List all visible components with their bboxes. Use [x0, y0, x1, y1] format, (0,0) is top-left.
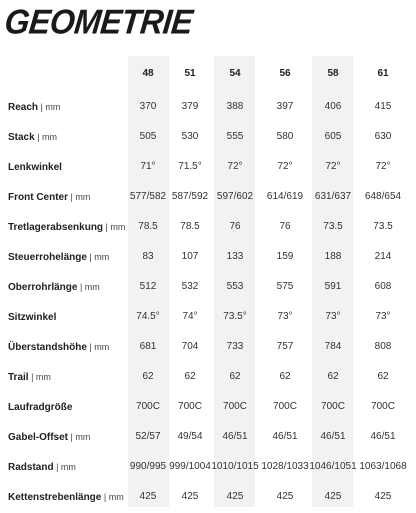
table-cell: 700C: [371, 401, 395, 412]
measurement-name: Laufradgröße: [8, 402, 73, 413]
measurement-unit: | mm: [86, 252, 110, 262]
table-cell: 704: [181, 341, 199, 352]
table-cell: 73°: [277, 311, 293, 322]
row-label: [8, 482, 124, 512]
table-cell: 46/51: [370, 431, 396, 442]
table-cell: 700C: [321, 401, 345, 412]
table-cell: 388: [226, 101, 244, 112]
row-label: [8, 332, 109, 362]
row-label: [8, 392, 72, 422]
measurement-unit: | mm: [86, 342, 110, 352]
table-cell: 532: [181, 281, 199, 292]
table-cell: 46/51: [320, 431, 346, 442]
table-cell: 700C: [136, 401, 160, 412]
table-row: [0, 92, 416, 122]
table-cell: 46/51: [222, 431, 248, 442]
table-cell: 587/592: [171, 191, 209, 202]
table-cell: 415: [374, 101, 392, 112]
table-cell: 630: [374, 131, 392, 142]
table-cell: 784: [324, 341, 342, 352]
table-cell: 990/995: [129, 461, 167, 472]
table-cell: 425: [374, 491, 392, 502]
table-row: [0, 152, 416, 182]
table-cell: 76: [229, 221, 241, 232]
table-cell: 608: [374, 281, 392, 292]
table-cell: 1046/1051: [309, 461, 357, 472]
table-cell: 700C: [178, 401, 202, 412]
table-cell: 73.5: [373, 221, 393, 232]
table-cell: 530: [181, 131, 199, 142]
table-cell: 78.5: [138, 221, 158, 232]
table-cell: 133: [226, 251, 244, 262]
table-cell: 1010/1015: [211, 461, 259, 472]
table-cell: 74.5°: [136, 311, 160, 322]
table-cell: 425: [324, 491, 342, 502]
table-cell: 648/654: [364, 191, 402, 202]
table-cell: 52/57: [135, 431, 161, 442]
measurement-unit: | mm: [53, 462, 76, 472]
table-cell: 62: [327, 371, 339, 382]
row-label: [8, 302, 56, 332]
row-label: [8, 272, 100, 302]
size-header: 51: [184, 68, 196, 79]
row-label: [8, 362, 51, 392]
table-cell: 379: [181, 101, 199, 112]
measurement-name: Tretlagerabsenkung: [8, 222, 104, 233]
table-cell: 580: [276, 131, 294, 142]
table-cell: 808: [374, 341, 392, 352]
table-cell: 700C: [273, 401, 297, 412]
measurement-unit: | mm: [68, 192, 91, 202]
measurement-unit: | mm: [34, 132, 58, 142]
table-cell: 71.5°: [178, 161, 202, 172]
measurement-name: Lenkwinkel: [8, 162, 62, 173]
table-row: [0, 182, 416, 212]
table-cell: 188: [324, 251, 342, 262]
size-header: 54: [229, 68, 241, 79]
table-cell: 62: [184, 371, 196, 382]
measurement-unit: | mm: [38, 102, 61, 112]
table-cell: 73.5: [323, 221, 343, 232]
table-row: [0, 242, 416, 272]
measurement-name: Gabel-Offset: [8, 432, 69, 443]
row-label: [8, 242, 109, 272]
table-cell: 72°: [277, 161, 293, 172]
row-label: [8, 152, 62, 182]
table-row: [0, 422, 416, 452]
row-label: [8, 212, 125, 242]
table-row: [0, 452, 416, 482]
measurement-name: Sitzwinkel: [8, 312, 57, 323]
size-header: 56: [279, 68, 291, 79]
table-cell: 76: [279, 221, 291, 232]
measurement-name: Oberrohrlänge: [8, 282, 78, 293]
table-cell: 757: [276, 341, 294, 352]
measurement-unit: | mm: [68, 432, 91, 442]
measurement-name: Radstand: [8, 462, 54, 473]
table-cell: 614/619: [266, 191, 304, 202]
table-cell: 591: [324, 281, 342, 292]
row-label: [8, 182, 90, 212]
size-header: 58: [327, 68, 339, 79]
table-cell: 1028/1033: [261, 461, 309, 472]
table-cell: 700C: [223, 401, 247, 412]
table-cell: 512: [139, 281, 157, 292]
table-cell: 72°: [325, 161, 341, 172]
row-label: [8, 122, 57, 152]
measurement-unit: | mm: [28, 372, 51, 382]
table-cell: 83: [142, 251, 154, 262]
table-row: [0, 122, 416, 152]
table-cell: 555: [226, 131, 244, 142]
table-cell: 78.5: [180, 221, 200, 232]
table-cell: 62: [377, 371, 389, 382]
table-row: [0, 332, 416, 362]
table-cell: 73°: [325, 311, 341, 322]
table-cell: 505: [139, 131, 157, 142]
table-row: [0, 302, 416, 332]
table-cell: 49/54: [177, 431, 203, 442]
row-label: [8, 422, 90, 452]
table-cell: 71°: [140, 161, 156, 172]
measurement-name: Front Center: [8, 192, 68, 203]
table-cell: 73.5°: [223, 311, 247, 322]
table-row: [0, 362, 416, 392]
table-cell: 406: [324, 101, 342, 112]
table-cell: 62: [279, 371, 291, 382]
size-header-row: [0, 56, 416, 92]
table-cell: 605: [324, 131, 342, 142]
table-cell: 631/637: [314, 191, 352, 202]
measurement-name: Überstandshöhe: [8, 342, 87, 353]
row-label: [8, 92, 60, 122]
table-cell: 577/582: [129, 191, 167, 202]
table-cell: 733: [226, 341, 244, 352]
page-title: GEOMETRIE: [2, 2, 195, 41]
table-cell: 72°: [375, 161, 391, 172]
table-cell: 575: [276, 281, 294, 292]
table-cell: 62: [229, 371, 241, 382]
table-cell: 62: [142, 371, 154, 382]
table-cell: 999/1004: [169, 461, 211, 472]
measurement-unit: | mm: [103, 222, 126, 232]
table-row: [0, 212, 416, 242]
row-label: [8, 452, 76, 482]
table-cell: 425: [139, 491, 157, 502]
table-cell: 553: [226, 281, 244, 292]
table-cell: 107: [181, 251, 199, 262]
table-cell: 370: [139, 101, 157, 112]
table-cell: 397: [276, 101, 294, 112]
table-row: [0, 392, 416, 422]
table-cell: 425: [181, 491, 199, 502]
table-cell: 73°: [375, 311, 391, 322]
size-header: 48: [142, 68, 154, 79]
table-cell: 74°: [182, 311, 198, 322]
table-cell: 425: [276, 491, 294, 502]
measurement-unit: | mm: [77, 282, 100, 292]
measurement-name: Steuerrohelänge: [8, 252, 87, 263]
table-cell: 425: [226, 491, 244, 502]
measurement-name: Stack: [8, 132, 35, 143]
table-row: [0, 272, 416, 302]
table-cell: 214: [374, 251, 392, 262]
measurement-unit: | mm: [101, 492, 124, 502]
table-cell: 597/602: [216, 191, 254, 202]
measurement-name: Trail: [8, 372, 29, 383]
table-cell: 46/51: [272, 431, 298, 442]
table-cell: 72°: [227, 161, 243, 172]
table-cell: 159: [276, 251, 294, 262]
table-row: [0, 482, 416, 512]
table-cell: 681: [139, 341, 157, 352]
size-header: 61: [377, 68, 389, 79]
table-cell: 1063/1068: [359, 461, 407, 472]
measurement-name: Kettenstrebenlänge: [8, 492, 102, 503]
measurement-name: Reach: [8, 102, 39, 113]
